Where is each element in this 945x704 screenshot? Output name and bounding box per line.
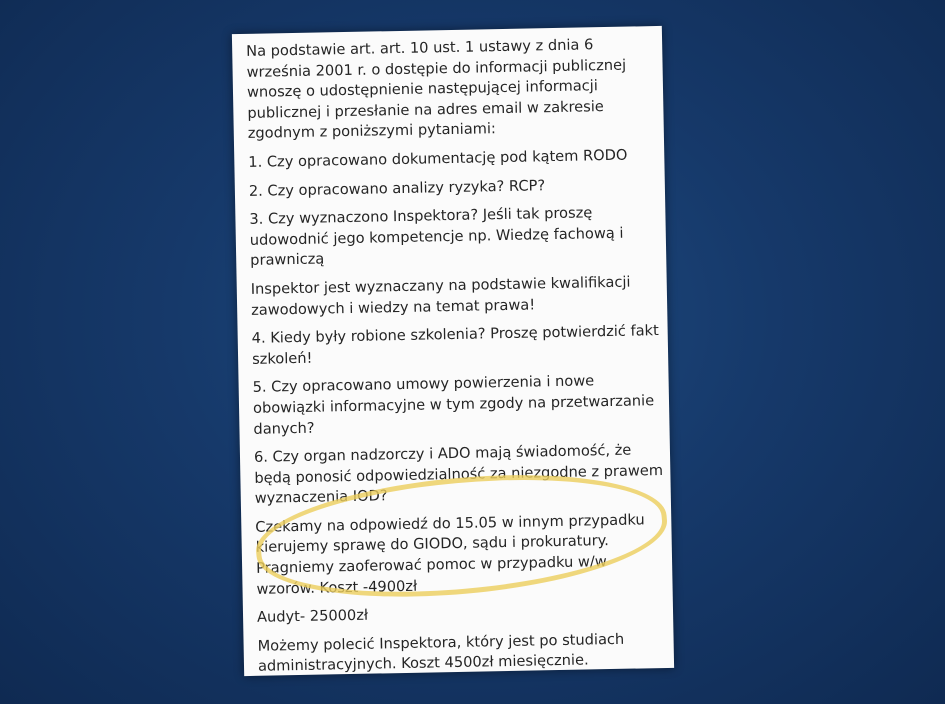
- question-5: 5. Czy opracowano umowy powierzenia i nowe obowiązki informacyjne w tym zgody na przetwarzanie danych?: [252, 372, 655, 438]
- question-1: 1. Czy opracowano dokumentację pod kątem RODO: [248, 146, 628, 171]
- document-text: [246, 34, 668, 676]
- deadline-offer-paragraph: Czekamy na odpowiedź do 15.05 w innym przypadku kierujemy sprawę do GIODO, sądu i prokuratury. Pragniemy zaoferować pomoc w przypadku w/w wzorów. Koszt -4900zł: [255, 511, 645, 598]
- inspector-note: Inspektor jest wyznaczany na podstawie kwalifikacji zawodowych i wiedzy na temat prawa!: [250, 273, 631, 319]
- intro-paragraph: Na podstawie art. art. 10 ust. 1 ustawy z dnia 6 września 2001 r. o dostępie do informacji publicznej wnoszę o udostępnienie następującej informacji publicznej i przesłanie na adres email w zakresie zgodnym z poniższymi pytaniami:: [246, 36, 627, 143]
- inspector-offer: Możemy polecić Inspektora, który jest po studiach administracyjnych. Koszt 4500zł miesięcznie.: [257, 630, 625, 676]
- question-2: 2. Czy opracowano analizy ryzyka? RCP?: [248, 176, 546, 200]
- document-photo: [232, 26, 674, 676]
- question-4: 4. Kiedy były robione szkolenia? Proszę potwierdzić fakt szkoleń!: [251, 322, 659, 368]
- audit-price: Audyt- 25000zł: [256, 606, 369, 627]
- question-3: 3. Czy wyznaczono Inspektora? Jeśli tak proszę udowodnić jego kompetencje np. Wiedzę fachową i prawniczą: [249, 204, 624, 270]
- question-6: 6. Czy organ nadzorczy i ADO mają świadomość, że będą ponosić odpowiedzialność za niezgodne z prawem wyznaczenia IOD?: [253, 441, 664, 508]
